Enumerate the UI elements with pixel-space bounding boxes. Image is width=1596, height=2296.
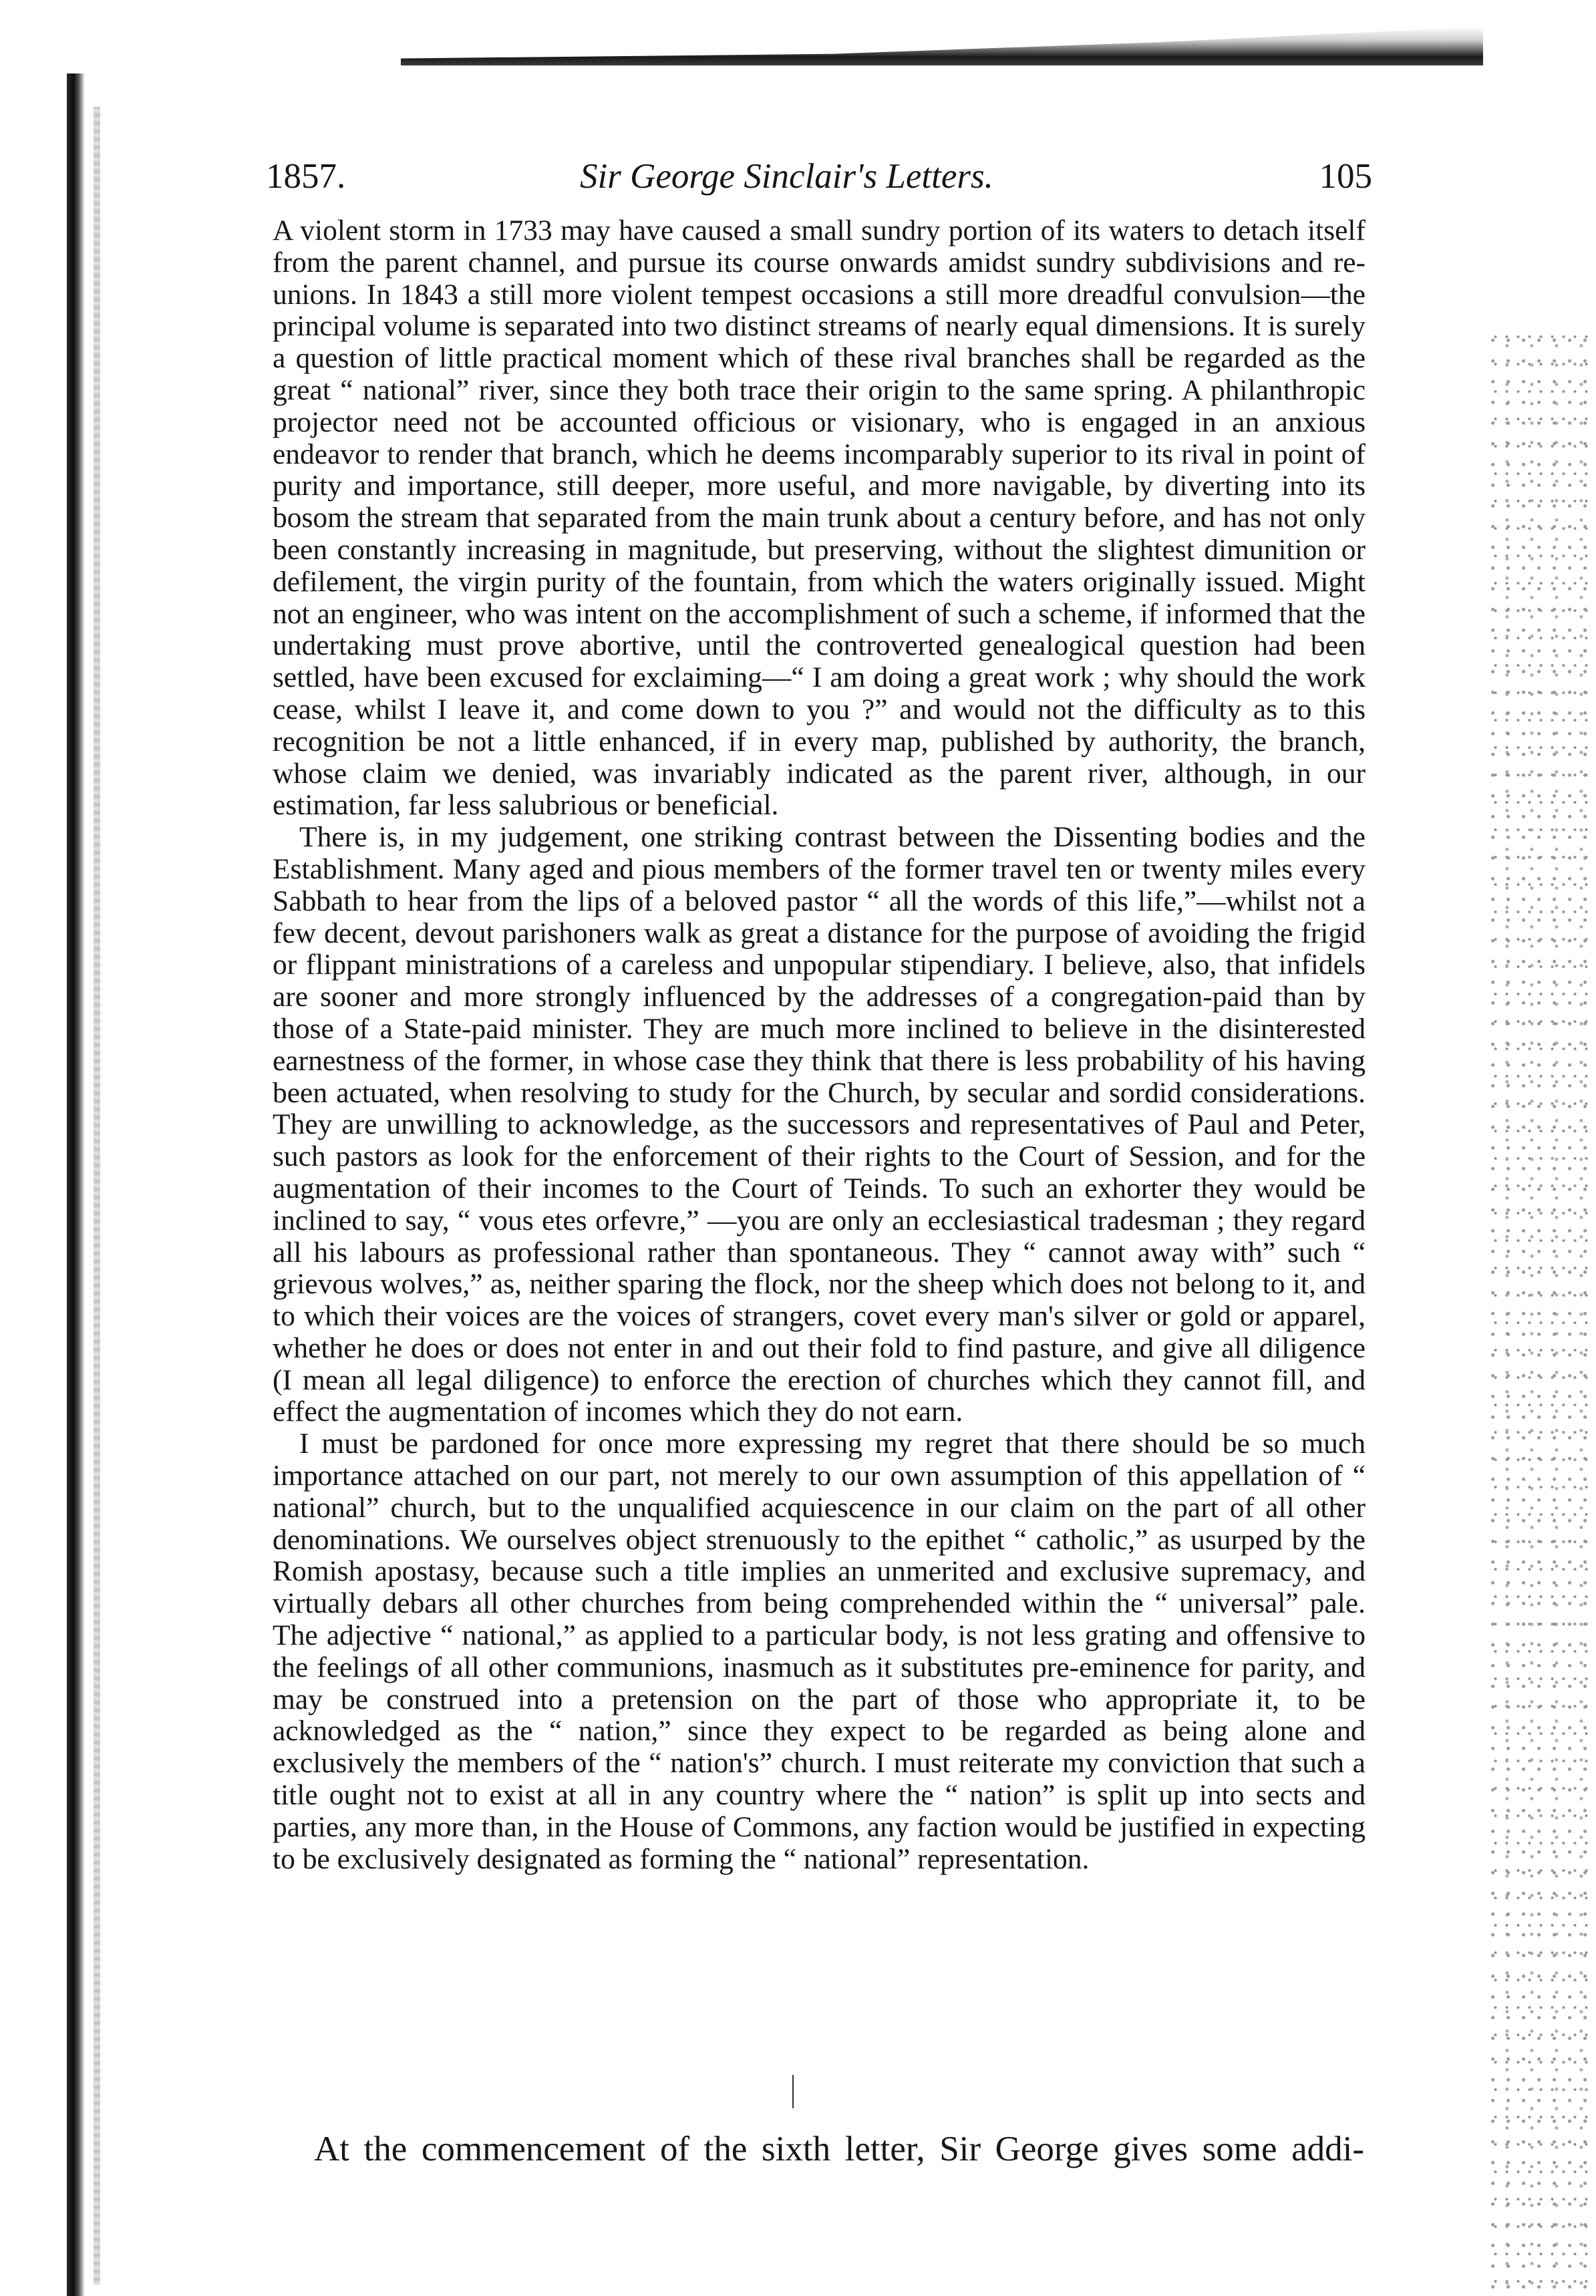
- header-year: 1857.: [266, 157, 346, 196]
- scan-edge-top: [401, 27, 1483, 65]
- page-number: 105: [1319, 157, 1372, 196]
- scan-bleed-through-right: [1490, 334, 1596, 2296]
- running-title: Sir George Sinclair's Letters.: [580, 157, 993, 196]
- scan-binding-shadow: [94, 107, 100, 2285]
- closing-line: At the commencement of the sixth letter, Sir George gives some addi-: [314, 2130, 1364, 2168]
- section-gap-mark: [792, 2075, 794, 2108]
- body-text: [273, 215, 1366, 1875]
- paragraph-2: There is, in my judgement, one striking contrast between the Dissenting bodies and the Establishment. Many aged and pious members of the former travel ten or twenty miles every Sabbath to hear from the lips of a beloved pastor “ all the words of this life,”—whilst not a few decent, devout parishoners walk as great a distance for the purpose of avoiding the frigid or flippant ministrations of a careless and unpopular stipendiary. I believe, also, that infidels are sooner and more strongly influenced by the addresses of a congregation-paid than by those of a State-paid minister. They are much more inclined to believe in the disinterested earnestness of the former, in whose case they think that there is less probability of his having been actuated, when resolving to study for the Church, by secular and sordid considerations. They are unwilling to acknowledge, as the successors and representatives of Paul and Peter, such pastors as look for the enforcement of their rights to the Court of Session, and for the augmentation of their incomes to the Court of Teinds. To such an exhorter they would be inclined to say, “ vous etes orfevre,” —you are only an ecclesiastical tradesman ; they regard all his labours as professional rather than spontaneous. They “ cannot away with” such “ grievous wolves,” as, neither sparing the flock, nor the sheep which does not belong to it, and to which their voices are the voices of strangers, covet every man's silver or gold or apparel, whether he does or does not enter in and out their fold to find pasture, and give all diligence (I mean all legal diligence) to enforce the erection of churches which they cannot fill, and effect the augmentation of incomes which they do not earn.: [273, 821, 1366, 1428]
- paragraph-3: I must be pardoned for once more expressing my regret that there should be so much importance attached on our part, not merely to our own assumption of this appellation of “ national” church, but to the unqualified acquiescence in our claim on the part of all other denominations. We ourselves object strenuously to the epithet “ catholic,” as usurped by the Romish apostasy, because such a title implies an unmerited and exclusive supremacy, and virtually debars all other churches from being comprehended within the “ universal” pale. The adjective “ national,” as applied to a particular body, is not less grating and offensive to the feelings of all other communions, inasmuch as it substitutes pre-eminence for parity, and may be construed into a pretension on the part of those who appropriate it, to be acknowledged as the “ nation,” since they expect to be regarded as being alone and exclusively the members of the “ nation's” church. I must reiterate my conviction that such a title ought not to exist at all in any country where the “ nation” is split up into sects and parties, any more than, in the House of Commons, any faction would be justified in expecting to be exclusively designated as forming the “ national” representation.: [273, 1428, 1366, 1875]
- scan-binding-left: [67, 73, 84, 2296]
- page-header: [266, 152, 1372, 200]
- paragraph-1: A violent storm in 1733 may have caused a small sundry portion of its waters to detach itself from the parent channel, and pursue its course onwards amidst sundry subdivisions and re-unions. In 1843 a still more violent tempest occasions a still more dreadful convulsion—the principal volume is separated into two distinct streams of nearly equal dimensions. It is surely a question of little practical moment which of these rival branches shall be regarded as the great “ national” river, since they both trace their origin to the same spring. A philanthropic projector need not be accounted officious or visionary, who is engaged in an anxious endeavor to render that branch, which he deems incomparably superior to its rival in point of purity and importance, still deeper, more useful, and more navigable, by diverting into its bosom the stream that separated from the main trunk about a century before, and has not only been constantly increasing in magnitude, but preserving, without the slightest dimunition or defilement, the virgin purity of the fountain, from which the waters originally issued. Might not an engineer, who was intent on the accomplishment of such a scheme, if informed that the undertaking must prove abortive, until the controverted genealogical question had been settled, have been excused for exclaiming—“ I am doing a great work ; why should the work cease, whilst I leave it, and come down to you ?” and would not the difficulty as to this recognition be not a little enhanced, if in every map, published by authority, the branch, whose claim we denied, was invariably indicated as the parent river, although, in our estimation, far less salubrious or beneficial.: [273, 214, 1366, 822]
